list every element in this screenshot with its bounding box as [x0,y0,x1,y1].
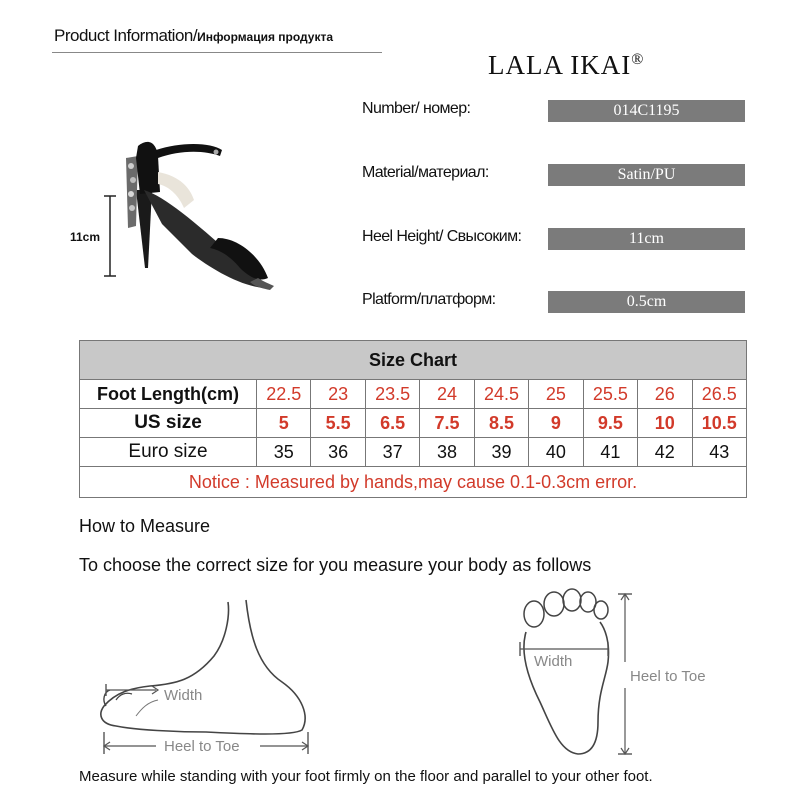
table-cell: 25 [529,380,583,408]
table-cell: 39 [475,438,529,466]
spec-value-material: Satin/PU [548,164,745,186]
table-cell: 5.5 [311,409,365,437]
spec-label-platform: Platform/платформ: [362,291,496,308]
table-cell: 43 [709,442,730,462]
heel-dimension-label: 11cm [70,230,101,244]
measurement-notice: Notice : Measured by hands,may cause 0.1-0.3cm error. [188,472,638,492]
sandal-image [100,128,290,298]
table-cell: 5 [257,409,311,437]
spec-value-heel-height: 11cm [548,228,745,250]
table-row-euro-size [80,438,746,467]
table-cell: 22.5 [257,380,311,408]
table-cell: 7.5 [420,409,474,437]
heading-en: Product Information/ [54,26,198,45]
row-header-us-size: US size [80,409,257,437]
registered-mark: ® [631,51,645,68]
table-cell: 9 [529,409,583,437]
brand-name: LALA IKAI [488,50,632,80]
table-cell: 23.5 [366,380,420,408]
measure-instruction: Measure while standing with your foot firmly on the floor and parallel to your other foot. [79,768,653,785]
table-cell: 35 [257,438,311,466]
row-header-euro-size: Euro size [80,438,257,466]
side-length-label: Heel to Toe [164,738,240,755]
table-cell: 8.5 [475,409,529,437]
table-row-us-size [80,409,746,438]
table-cell: 36 [311,438,365,466]
foot-sole-view-icon [508,582,738,762]
sole-width-label: Width [534,653,573,670]
heading-divider [52,52,382,53]
table-cell: 26 [638,380,692,408]
table-cell: 10.5 [701,413,737,433]
heading-ru: Информация продукта [197,30,334,44]
table-cell: 26.5 [701,384,737,404]
table-cell: 40 [529,438,583,466]
spec-label-material: Material/материал: [362,164,489,181]
how-to-measure-subtitle: To choose the correct size for you measure your body as follows [79,555,592,575]
table-cell: 42 [638,438,692,466]
brand-logo [488,50,644,81]
row-header-foot-length: Foot Length(cm) [80,380,257,408]
spec-value-platform: 0.5cm [548,291,745,313]
table-cell: 38 [420,438,474,466]
table-cell: 37 [366,438,420,466]
size-chart-table [79,340,747,498]
sole-length-label: Heel to Toe [630,668,706,685]
spec-label-heel-height: Heel Height/ Свысоким: [362,228,522,245]
table-row-foot-length [80,380,746,409]
table-cell: 9.5 [584,409,638,437]
table-cell: 41 [584,438,638,466]
table-cell: 25.5 [584,380,638,408]
spec-label-number: Number/ номер: [362,100,471,117]
product-info-heading [54,26,333,46]
size-chart-title: Size Chart [80,341,746,380]
table-cell: 23 [311,380,365,408]
side-width-label: Width [164,687,203,704]
table-cell: 10 [638,409,692,437]
table-cell: 6.5 [366,409,420,437]
how-to-measure-title: How to Measure [79,516,211,536]
table-cell: 24.5 [475,380,529,408]
table-cell: 24 [420,380,474,408]
foot-side-view-icon [96,596,326,766]
spec-value-number: 014C1195 [548,100,745,122]
